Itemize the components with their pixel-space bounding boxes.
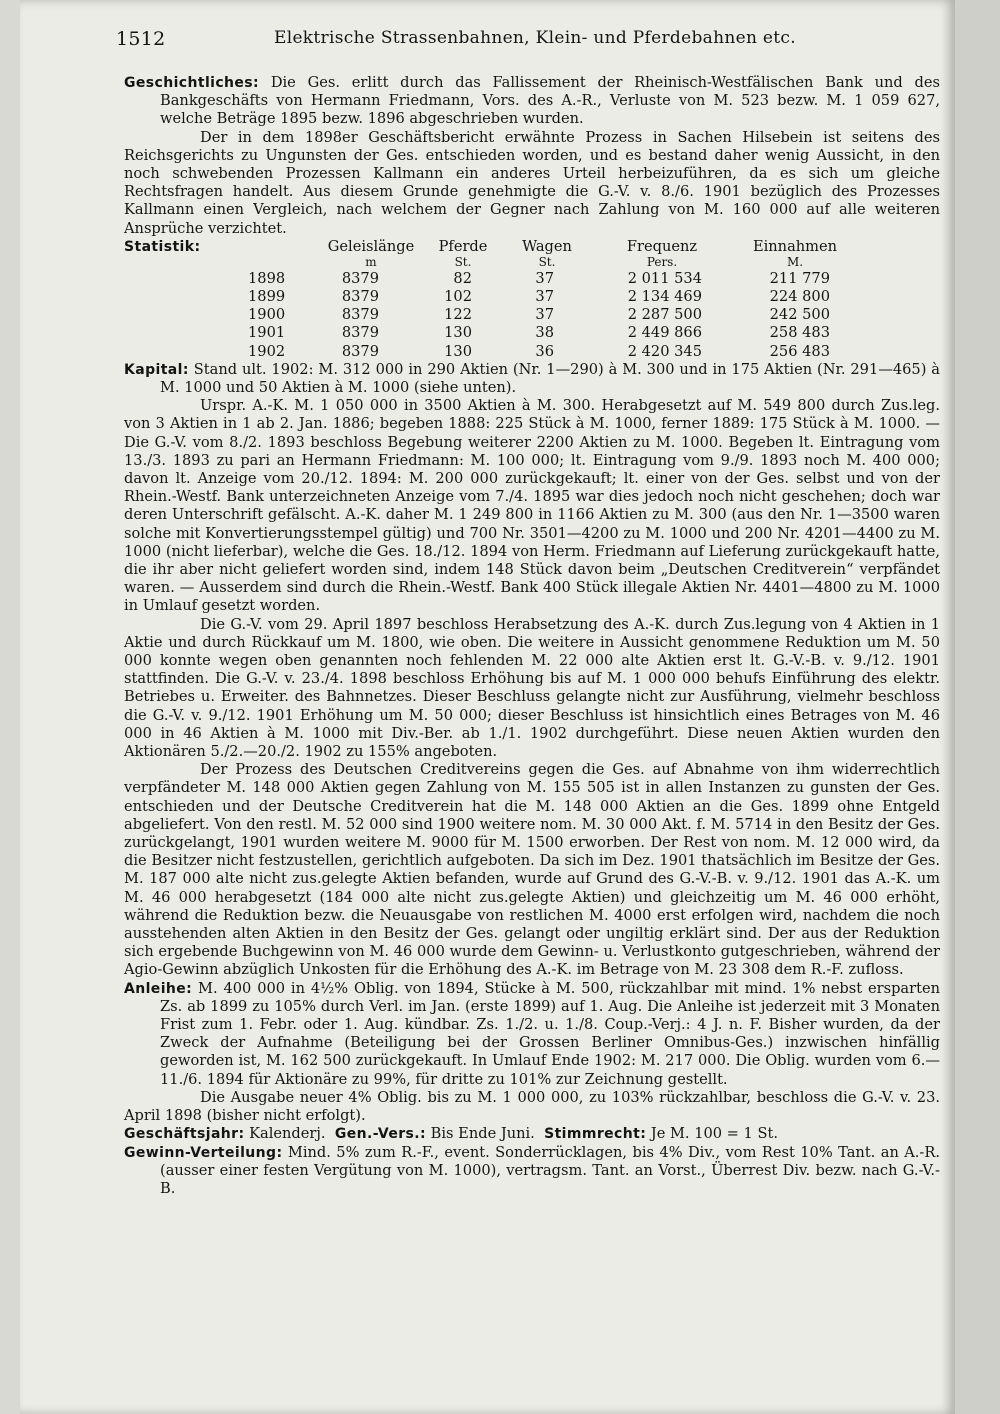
statistik-header	[124, 238, 940, 270]
cell-year: 1902	[248, 342, 286, 360]
col-unit-geleislaenge: m	[365, 254, 377, 269]
geschaeftsjahr-label: Geschäftsjahr:	[124, 1126, 245, 1143]
stimmrecht-value: Je M. 100 = 1 St.	[650, 1125, 778, 1143]
col-unit-einnahmen: M.	[786, 254, 804, 269]
geschichtliches-label: Geschichtliches:	[124, 75, 260, 91]
page-number: 1512	[116, 28, 166, 50]
cell-wagen: 37	[535, 288, 554, 306]
kapital-paragraph-3: Die G.-V. vom 29. April 1897 beschloss Herabsetzung des A.-K. durch Zus.legung von 4 Aktien in 1 Aktie und durch Rückkauf um M. 1800, wie oben. Die weitere in Aussicht genommene Reduktion um M. 50 000 konnte wegen oben genannten noch fehlenden M. 22 000 alte Aktien erst lt. G.-V.-B. v. 9./12. 1901 stattfinden. Die G.-V. v. 23./4. 1898 beschloss Erhöhung bis auf M. 1 000 000 behufs Einführung des elektr. Betriebes u. Erweiter. des Bahnnetzes. Dieser Beschluss gelangte nicht zur Ausführung, vielmehr beschloss die G.-V. v. 9./12. 1901 Erhöhung um M. 50 000; dieser Beschluss ist hinsichtlich eines Betrages von M. 46 000 in 46 Aktien à M. 1000 mit Div.-Ber. ab 1./1. 1902 durchgeführt. Diese neuen Aktien wurden den Aktionären 5./2.—20./2. 1902 zu 155% angeboten.	[124, 615, 940, 761]
stimmrecht-label: Stimmrecht:	[544, 1126, 647, 1143]
adjacent-page-edge	[955, 0, 1000, 1414]
cell-frequenz: 2 134 469	[627, 288, 702, 306]
genvers-value: Bis Ende Juni.	[430, 1125, 535, 1143]
cell-pferde: 102	[444, 288, 472, 306]
cell-einnahmen: 211 779	[769, 269, 830, 287]
gewinn-text: Mind. 5% zum R.-F., event. Sonderrücklagen, bis 4% Div., vom Rest 10% Tant. an A.-R. (ausser einer festen Vergütung von M. 1000), vertragsm. Tant. an Vorst., Überrest Div. bezw. nach G.-V.-B.	[160, 1143, 940, 1197]
geschaeftsjahr-value: Kalenderj.	[249, 1125, 326, 1143]
cell-einnahmen: 258 483	[769, 324, 830, 342]
geschichtliches-section	[124, 74, 940, 129]
col-head-einnahmen: Einnahmen	[752, 237, 838, 255]
geschichtliches-paragraph-2: Der in dem 1898er Geschäftsbericht erwähnte Prozess in Sachen Hilsebein ist seitens des Reichsgerichts zu Ungunsten der Ges. entschieden worden, und es bestand daher wenig Aussicht, in den noch schwebenden Prozessen Kallmann ein anderes Urteil herbeizuführen, da es sich um gleiche Rechtsfragen handelt. Aus diesem Grunde genehmigte die G.-V. v. 8./6. 1901 bezüglich des Prozesses Kallmann einen Vergleich, nach welchem der Gegner nach Zahlung von M. 160 000 auf alle weiteren Ansprüche verzichtet.	[124, 128, 940, 237]
cell-frequenz: 2 287 500	[627, 306, 702, 324]
kapital-label: Kapital:	[124, 361, 189, 378]
page-content	[124, 74, 940, 1198]
table-row	[124, 324, 940, 342]
kapital-section	[124, 361, 940, 397]
gewinn-section	[124, 1144, 940, 1199]
kapital-paragraph-4: Der Prozess des Deutschen Creditvereins gegen die Ges. auf Abnahme von ihm widerrechtlich verpfändeter M. 148 000 Aktien gegen Zahlung von M. 155 505 ist in allen Instanzen zu gunsten der Ges. entschieden und der Deutsche Creditverein hat die M. 148 000 Aktien an die Ges. 1899 ohne Entgeld abgeliefert. Von den restl. M. 52 000 sind 1900 weitere nom. M. 30 000 Akt. f. M. 5714 in den Besitz der Ges. zurückgelangt, 1901 wurden weitere M. 9000 für M. 1500 erworben. Der Rest von nom. M. 12 000 wird, da die Besitzer nicht festzustellen, gerichtlich aufgeboten. Da sich im Dez. 1901 thatsächlich im Besitze der Ges. M. 187 000 alte nicht zus.gelegte Aktien befanden, wurde auf Grund des G.-V.-B. v. 9./12. 1901 das A.-K. um M. 46 000 herabgesetzt (184 000 alte nicht zus.gelegte Aktien) und gleichzeitig um M. 46 000 erhöht, während die Reduktion bezw. die Neuausgabe von restlichen M. 4000 erst erfolgen wird, nachdem die noch ausstehenden alten Aktien in den Besitz der Ges. gelangt oder ungiltig erklärt sind. Der aus der Reduktion sich ergebende Buchgewinn von M. 46 000 wurde dem Gewinn- u. Verlustkonto gutgeschrieben, während der Agio-Gewinn abzüglich Unkosten für die Erhöhung des A.-K. im Betrage von M. 23 308 dem R.-F. zufloss.	[124, 761, 940, 979]
col-head-geleislaenge: Geleislänge	[327, 237, 415, 255]
cell-pferde: 122	[444, 306, 472, 324]
anleihe-section	[124, 980, 940, 1089]
cell-geleis: 8379	[341, 324, 379, 342]
cell-pferde: 130	[444, 342, 472, 360]
table-row	[124, 270, 940, 288]
anleihe-text-1: M. 400 000 in 4½% Oblig. von 1894, Stücke à M. 500, rückzahlbar mit mind. 1% nebst ersparten Zs. ab 1899 zu 105% durch Verl. im Jan. (erste 1899) auf 1. Aug. Die Anleihe ist jederzeit mit 3 Monaten Frist zum 1. Febr. oder 1. Aug. kündbar. Zs. 1./2. u. 1./8. Coup.-Verj.: 4 J. n. F. Bisher wurden, da der Zweck der Aufnahme (Beteiligung bei der Grossen Berliner Omnibus-Ges.) inzwischen hinfällig geworden ist, M. 162 500 zurückgekauft. In Umlauf Ende 1902: M. 217 000. Die Oblig. wurden vom 6.—11./6. 1894 für Aktionäre zu 99%, für dritte zu 101% zur Zeichnung gestellt.	[160, 979, 940, 1088]
cell-geleis: 8379	[341, 269, 379, 287]
col-head-pferde: Pferde	[438, 237, 488, 255]
gewinn-label: Gewinn-Verteilung:	[124, 1144, 283, 1161]
anleihe-label: Anleihe:	[124, 980, 193, 997]
geschichtliches-text-1: Die Ges. erlitt durch das Fallissement der Rheinisch-Westfälischen Bank und des Bankgeschäfts von Hermann Friedmann, Vors. des A.-R., Verluste von M. 523 bezw. M. 1 059 627, welche Beträge 1895 bezw. 1896 abgeschrieben wurden.	[160, 74, 940, 128]
col-head-wagen: Wagen	[522, 237, 572, 255]
cell-einnahmen: 224 800	[769, 288, 830, 306]
table-row	[124, 306, 940, 324]
cell-year: 1898	[248, 269, 286, 287]
cell-frequenz: 2 420 345	[627, 342, 702, 360]
col-head-frequenz: Frequenz	[626, 237, 698, 255]
cell-pferde: 82	[453, 269, 472, 287]
cell-wagen: 37	[535, 306, 554, 324]
meta-line	[124, 1125, 940, 1143]
cell-wagen: 36	[535, 342, 554, 360]
genvers-label: Gen.-Vers.:	[334, 1126, 427, 1143]
table-row	[124, 288, 940, 306]
cell-year: 1901	[248, 324, 286, 342]
cell-einnahmen: 242 500	[769, 306, 830, 324]
cell-geleis: 8379	[341, 288, 379, 306]
col-unit-frequenz: Pers.	[646, 254, 678, 269]
cell-wagen: 38	[535, 324, 554, 342]
running-head: Elektrische Strassenbahnen, Klein- und Pferdebahnen etc.	[274, 28, 796, 48]
cell-geleis: 8379	[341, 342, 379, 360]
cell-frequenz: 2 449 866	[627, 324, 702, 342]
statistik-table	[124, 270, 940, 361]
table-row	[124, 343, 940, 361]
cell-einnahmen: 256 483	[769, 342, 830, 360]
cell-wagen: 37	[535, 269, 554, 287]
anleihe-paragraph-2: Die Ausgabe neuer 4% Oblig. bis zu M. 1 000 000, zu 103% rückzahlbar, beschloss die G.-V. v. 23. April 1898 (bisher nicht erfolgt).	[124, 1088, 940, 1125]
col-unit-wagen: St.	[538, 254, 556, 269]
col-unit-pferde: St.	[454, 254, 472, 269]
cell-year: 1899	[248, 288, 286, 306]
cell-pferde: 130	[444, 324, 472, 342]
statistik-label: Statistik:	[124, 238, 201, 255]
kapital-text-1: Stand ult. 1902: M. 312 000 in 290 Aktien (Nr. 1—290) à M. 300 und in 175 Aktien (Nr. 291—465) à M. 1000 und 50 Aktien à M. 1000 (siehe unten).	[160, 360, 940, 396]
cell-geleis: 8379	[341, 306, 379, 324]
kapital-paragraph-2: Urspr. A.-K. M. 1 050 000 in 3500 Aktien à M. 300. Herabgesetzt auf M. 549 800 durch Zus.leg. von 3 Aktien in 1 ab 2. Jan. 1886; begeben 1888: 225 Stück à M. 1000, ferner 1889: 175 Stück à M. 1000. — Die G.-V. vom 8./2. 1893 beschloss Begebung weiterer 2200 Aktien zu M. 1000. Begeben lt. Eintragung vom 13./3. 1893 zu pari an Hermann Friedmann: M. 100 000; lt. Eintragung vom 9./9. 1893 noch M. 400 000; davon lt. Anzeige vom 20./12. 1894: M. 200 000 zurückgekauft; lt. einer von der Ges. selbst und von der Rhein.-Westf. Bank unterzeichneten Anzeige vom 7./4. 1895 war dies jedoch noch nicht geschehen; doch war deren Unterschrift gefälscht. A.-K. daher M. 1 249 800 in 1166 Aktien zu M. 300 (aus den Nr. 1—3500 waren solche mit Konvertierungsstempel gültig) und 700 Nr. 3501—4200 zu M. 1000 und 200 Nr. 4201—4400 zu M. 1000 (nicht lieferbar), welche die Ges. 18./12. 1894 von Herm. Friedmann auf Lieferung zurückgekauft hatte, die ihr aber nicht geliefert worden sind, indem 148 Stück davon beim „Deutschen Creditverein“ verpfändet waren. — Ausserdem sind durch die Rhein.-Westf. Bank 400 Stück illegale Aktien Nr. 4401—4800 zu M. 1000 in Umlauf gesetzt worden.	[124, 397, 940, 615]
cell-year: 1900	[248, 306, 286, 324]
cell-frequenz: 2 011 534	[627, 269, 702, 287]
